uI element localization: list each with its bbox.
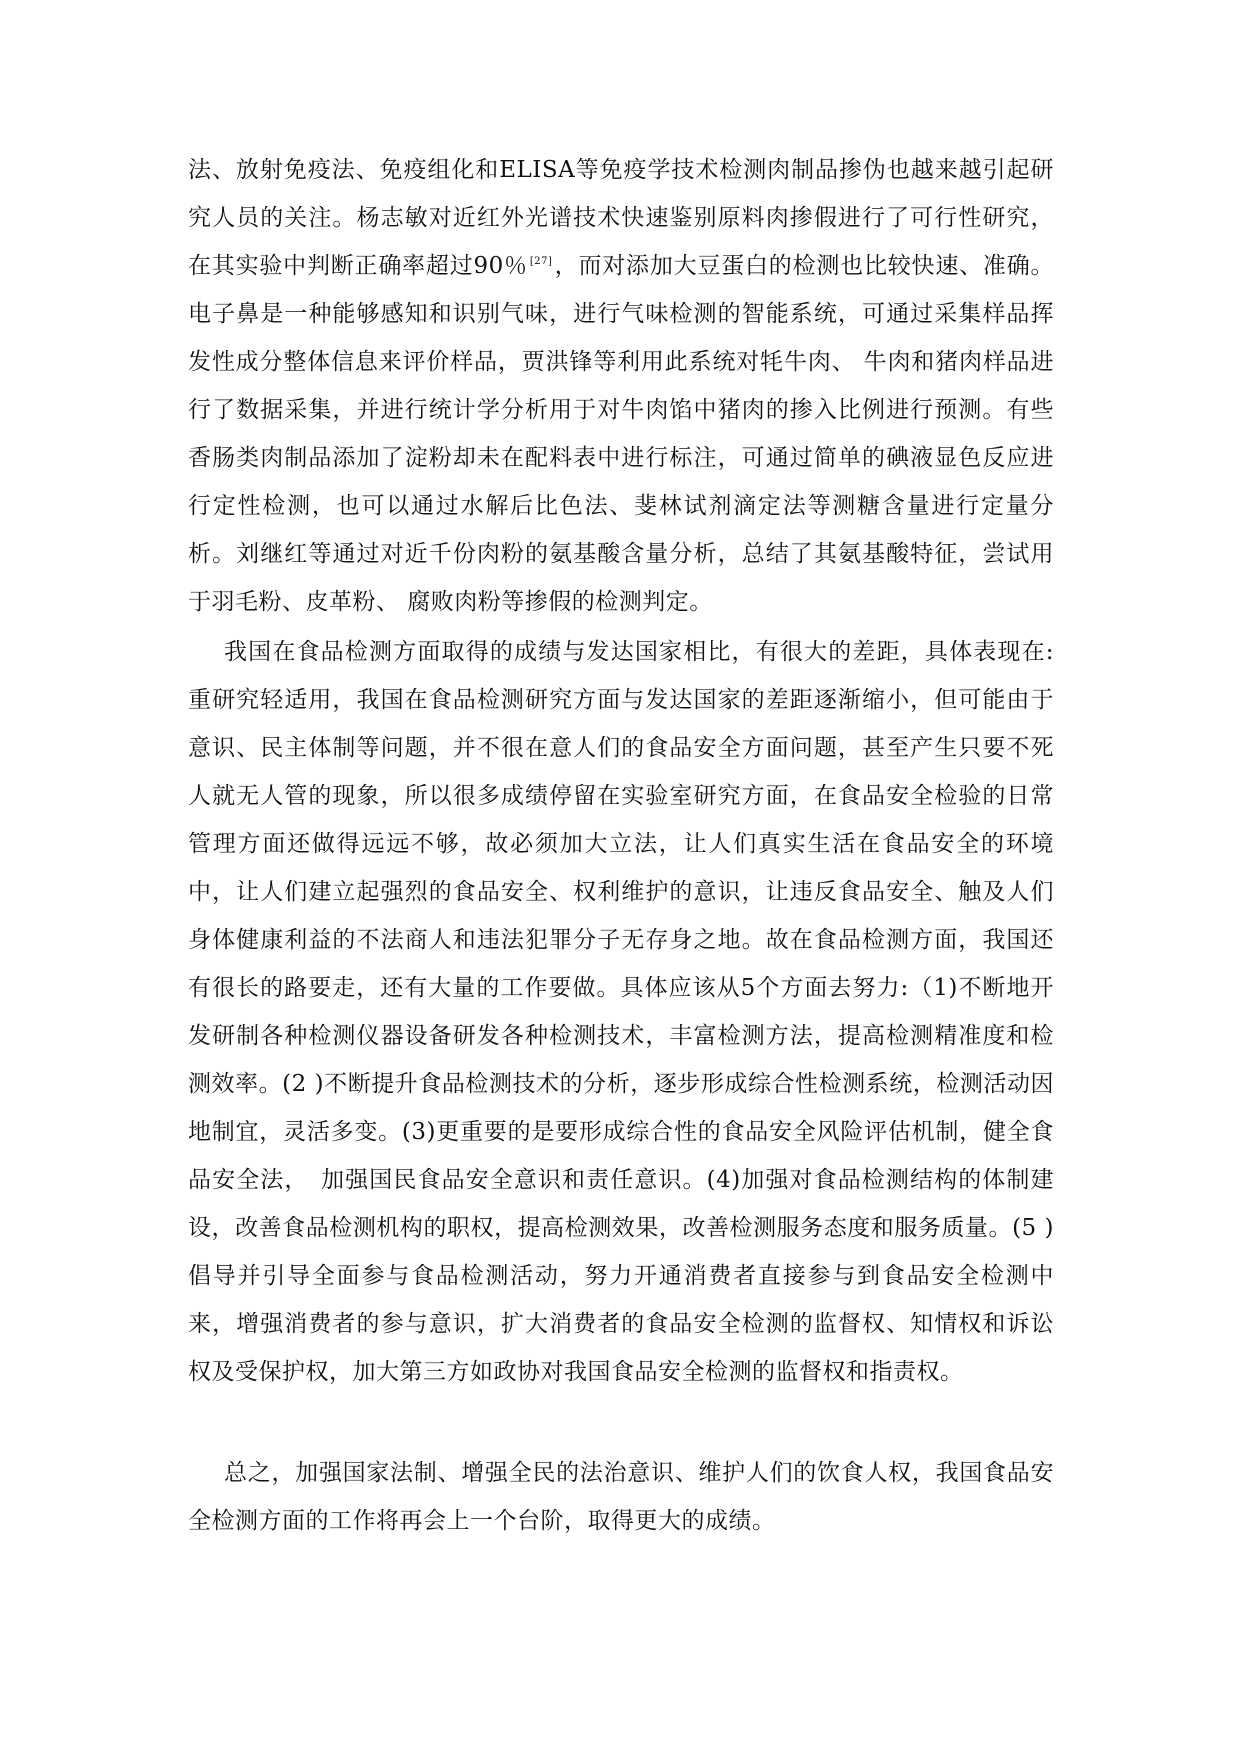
paragraph-1-text-after-citation: ，而对添加大豆蛋白的检测也比较快速、准确。电子鼻是一种能够感知和识别气味，进行气味检测的智能系统，可通过采集样品挥发性成分整体信息来评价样品，贾洪锋等利用此系统对牦牛肉、 牛肉和猪肉样品进行了数据采集，并进行统计学分析用于对牛肉馅中猪肉的掺入比例进行预测。有些香肠类肉制品添加了淀粉却未在配料表中进行标注，可通过简单的碘液显色反应进行定性检测，也可以通过水解后比色法、斐林试剂滴定法等测糖含量进行定量分析。刘继红等通过对近千份肉粉的氨基酸含量分析，总结了其氨基酸特征，尝试用于羽毛粉、皮革粉、 腐败肉粉等掺假的检测判定。 — [188, 253, 1054, 615]
paragraph-3: 总之，加强国家法制、增强全民的法治意识、维护人们的饮食人权，我国食品安全检测方面的工作将再会上一个台阶，取得更大的成绩。 — [188, 1460, 1054, 1534]
paragraph-2: 我国在食品检测方面取得的成绩与发达国家相比，有很大的差距，具体表现在: 重研究轻适用，我国在食品检测研究方面与发达国家的差距逐渐缩小，但可能由于意识、民主体制等问题，并不很在意人们的食品安全方面问题，甚至产生只要不死人就无人管的现象，所以很多成绩停留在实验室研究方面，在食品安全检验的日常管理方面还做得远远不够，故必须加大立法，让人们真实生活在食品安全的环境中，让人们建立起强烈的食品安全、权利维护的意识，让违反食品安全、触及人们身体健康利益的不法商人和违法犯罪分子无存身之地。故在食品检测方面，我国还有很长的路要走，还有大量的工作要做。具体应该从5个方面去努力:（1)不断地开发研制各种检测仪器设备研发各种检测技术，丰富检测方法，提高检测精准度和检测效率。(2 )不断提升食品检测技术的分析，逐步形成综合性检测系统，检测活动因地制宜，灵活多变。(3)更重要的是要形成综合性的食品安全风险评估机制，健全食品安全法， 加强国民食品安全意识和责任意识。(4)加强对食品检测结构的体制建设，改善食品检测机构的职权，提高检测效果，改善检测服务态度和服务质量。(5 )倡导并引导全面参与食品检测活动，努力开通消费者直接参与到食品安全检测中来，增强消费者的参与意识，扩大消费者的食品安全检测的监督权、知情权和诉讼权及受保护权，加大第三方如政协对我国食品安全检测的监督权和指责权。 — [188, 639, 1054, 1385]
citation-ref: [27] — [529, 256, 553, 268]
paragraph-1-text-before-citation: 法、放射免疫法、免疫组化和ELISA等免疫学技术检测肉制品掺伪也越来越引起研究人员的关注。杨志敏对近红外光谱技术快速鉴别原料肉掺假进行了可行性研究，在其实验中判断正确率超过90％ — [188, 157, 1054, 279]
paragraph-1 — [188, 146, 1054, 626]
